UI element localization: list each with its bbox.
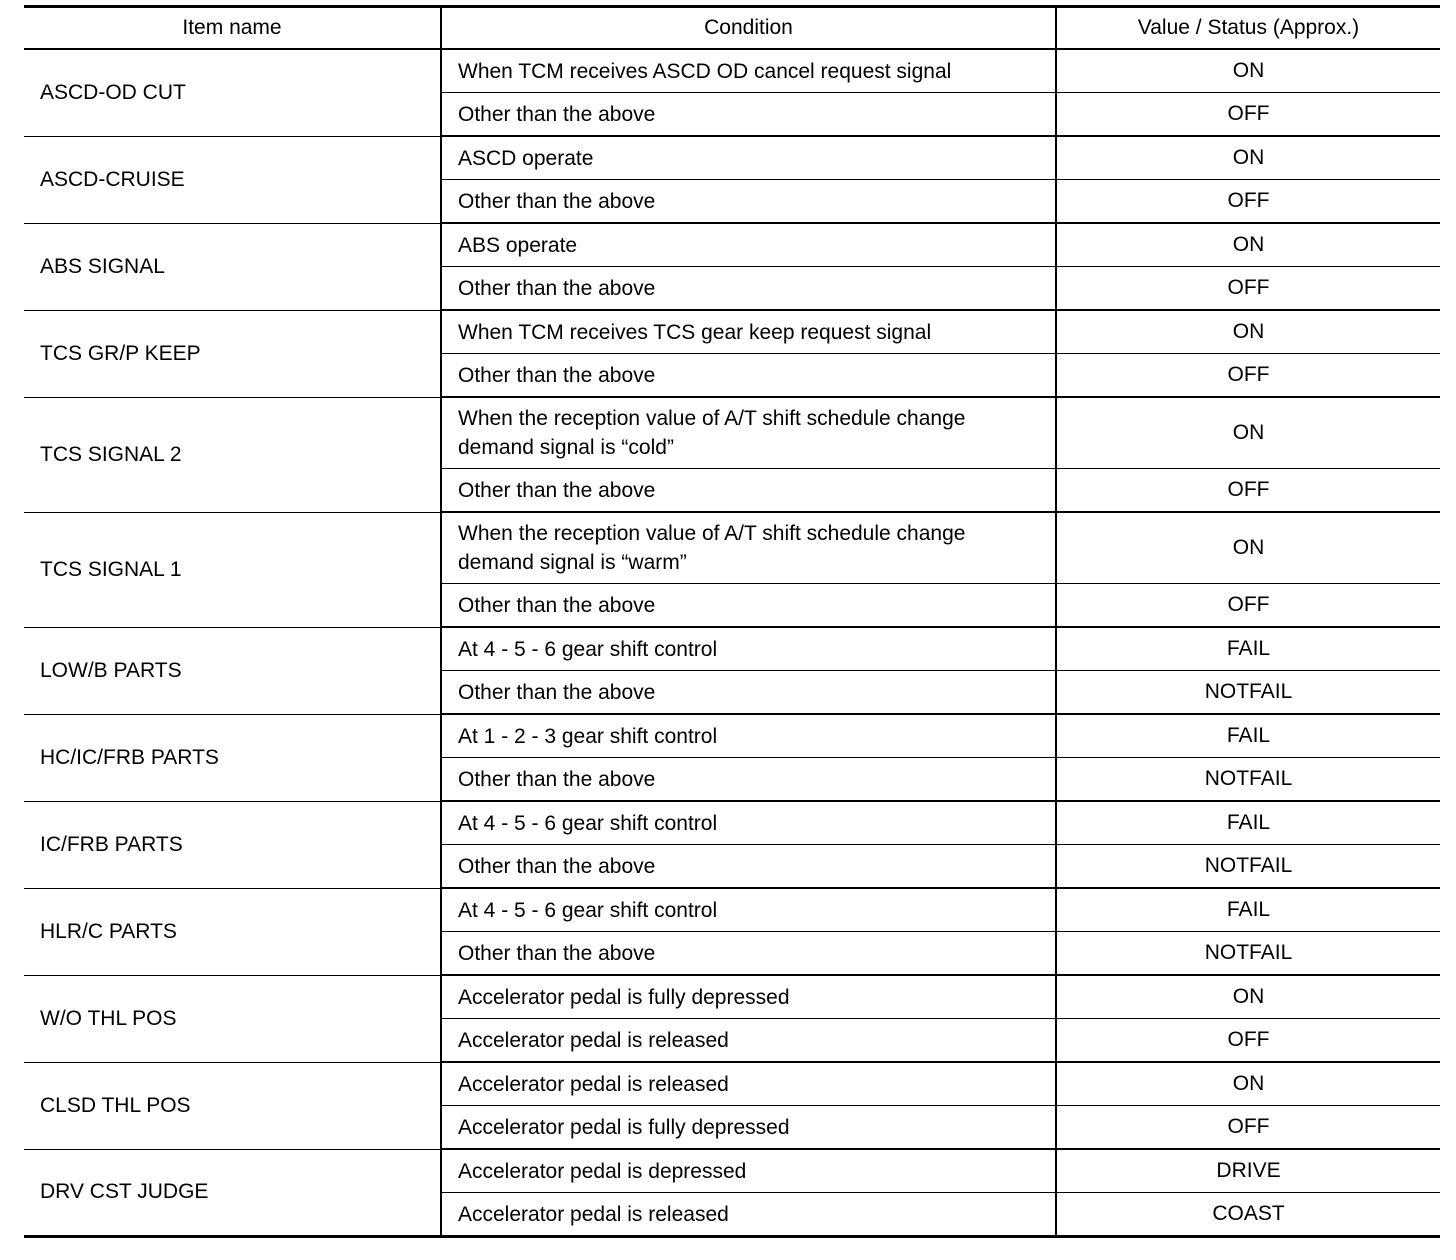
value-status-cell: FAIL: [1056, 627, 1440, 671]
condition-cell: At 4 - 5 - 6 gear shift control: [441, 627, 1056, 671]
condition-cell: ASCD operate: [441, 136, 1056, 180]
item-name-cell: ASCD-OD CUT: [24, 49, 441, 136]
value-status-cell: OFF: [1056, 180, 1440, 224]
value-status-cell: ON: [1056, 223, 1440, 267]
item-name-cell: W/O THL POS: [24, 975, 441, 1062]
table-row: [24, 975, 1440, 1019]
value-status-cell: NOTFAIL: [1056, 845, 1440, 889]
value-status-cell: OFF: [1056, 584, 1440, 628]
item-name-cell: IC/FRB PARTS: [24, 801, 441, 888]
condition-cell: Accelerator pedal is depressed: [441, 1149, 1056, 1193]
value-status-cell: ON: [1056, 975, 1440, 1019]
condition-cell: When TCM receives ASCD OD cancel request signal: [441, 49, 1056, 93]
table-row: [24, 888, 1440, 932]
condition-cell: When TCM receives TCS gear keep request signal: [441, 310, 1056, 354]
header-condition: Condition: [441, 7, 1056, 50]
item-name-cell: HC/IC/FRB PARTS: [24, 714, 441, 801]
value-status-cell: ON: [1056, 1062, 1440, 1106]
value-status-cell: ON: [1056, 49, 1440, 93]
item-name-cell: ABS SIGNAL: [24, 223, 441, 310]
value-status-cell: OFF: [1056, 469, 1440, 513]
table-row: [24, 627, 1440, 671]
value-status-cell: OFF: [1056, 93, 1440, 137]
condition-cell: Other than the above: [441, 267, 1056, 311]
table-row: [24, 223, 1440, 267]
condition-cell: Other than the above: [441, 93, 1056, 137]
value-status-cell: OFF: [1056, 1019, 1440, 1063]
table-body: [24, 49, 1440, 1237]
value-status-cell: ON: [1056, 397, 1440, 469]
table-row: [24, 136, 1440, 180]
value-status-cell: COAST: [1212, 1202, 1285, 1225]
condition-cell: At 4 - 5 - 6 gear shift control: [441, 888, 1056, 932]
condition-cell: Other than the above: [441, 180, 1056, 224]
condition-cell: Other than the above: [441, 671, 1056, 715]
item-name-cell: CLSD THL POS: [24, 1062, 441, 1149]
item-name-cell: ASCD-CRUISE: [24, 136, 441, 223]
header-item-name: Item name: [24, 7, 441, 50]
table-row: [24, 714, 1440, 758]
condition-cell: Other than the above: [441, 845, 1056, 889]
value-status-cell: DRIVE: [1056, 1149, 1440, 1193]
condition-cell: Other than the above: [441, 354, 1056, 398]
value-status-cell: OFF: [1056, 354, 1440, 398]
condition-cell: Accelerator pedal is released: [441, 1193, 1056, 1237]
condition-cell: Other than the above: [441, 932, 1056, 976]
item-name-cell: LOW/B PARTS: [24, 627, 441, 714]
value-status-cell: OFF: [1056, 267, 1440, 311]
table-row: [24, 512, 1440, 584]
item-name-cell: HLR/C PARTS: [24, 888, 441, 975]
table-row: [24, 49, 1440, 93]
item-name-cell: TCS SIGNAL 1: [24, 512, 441, 627]
condition-cell: Accelerator pedal is released: [441, 1019, 1056, 1063]
condition-cell: At 1 - 2 - 3 gear shift control: [441, 714, 1056, 758]
condition-cell: Accelerator pedal is fully depressed: [441, 1106, 1056, 1150]
condition-cell: At 4 - 5 - 6 gear shift control: [441, 801, 1056, 845]
table-row: [24, 801, 1440, 845]
value-status-cell: ON: [1056, 512, 1440, 584]
condition-cell: Other than the above: [441, 584, 1056, 628]
value-status-cell: NOTFAIL: [1056, 671, 1440, 715]
item-condition-value-table: [24, 5, 1440, 1238]
value-status-cell: ON: [1056, 136, 1440, 180]
condition-cell: ABS operate: [441, 223, 1056, 267]
item-name-cell: TCS SIGNAL 2: [24, 397, 441, 512]
item-name-cell: TCS GR/P KEEP: [24, 310, 441, 397]
condition-cell: Other than the above: [441, 758, 1056, 802]
value-status-cell: ON: [1056, 310, 1440, 354]
condition-cell: When the reception value of A/T shift schedule change demand signal is “warm”: [441, 512, 1056, 584]
table-row: [24, 397, 1440, 469]
item-name-cell: DRV CST JUDGE: [24, 1149, 441, 1237]
table-row: [24, 1062, 1440, 1106]
condition-cell: Accelerator pedal is released: [441, 1062, 1056, 1106]
table-row: [24, 1149, 1440, 1193]
table-row: [24, 310, 1440, 354]
value-status-cell: FAIL: [1056, 801, 1440, 845]
header-value-status: Value / Status (Approx.): [1056, 7, 1440, 50]
value-status-cell: FAIL: [1056, 714, 1440, 758]
condition-cell: Other than the above: [441, 469, 1056, 513]
value-status-cell: NOTFAIL: [1056, 758, 1440, 802]
condition-cell: Accelerator pedal is fully depressed: [441, 975, 1056, 1019]
value-status-cell: OFF: [1056, 1106, 1440, 1150]
condition-cell: When the reception value of A/T shift schedule change demand signal is “cold”: [441, 397, 1056, 469]
value-status-cell: FAIL: [1056, 888, 1440, 932]
value-status-cell: NOTFAIL: [1056, 932, 1440, 976]
header-row: [24, 7, 1440, 50]
